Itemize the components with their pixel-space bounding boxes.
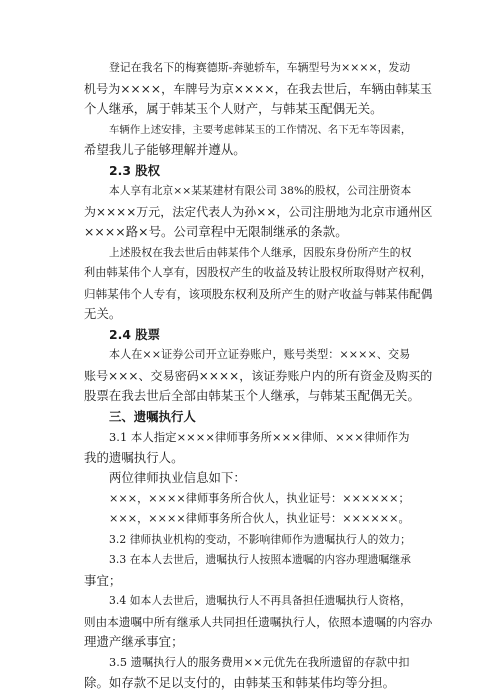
- paragraph-clause-3-2: [84, 530, 434, 551]
- text-line: 利由韩某伟个人享有，因股权产生的收益及转让股权所取得财产权利，: [84, 266, 432, 279]
- text-line: ××××路×号。公司章程中无限制继承的条款。: [84, 224, 348, 239]
- paragraph-lawyer-1: [84, 489, 434, 510]
- paragraph-clause-3-5: [84, 653, 434, 694]
- text-line: 我的遗嘱执行人。: [84, 449, 184, 465]
- paragraph-equity-inheritance: [84, 243, 434, 325]
- paragraph-lawyer-intro: [84, 468, 434, 489]
- text-line: 登记在我名下的梅赛德斯-奔驰轿车，车辆型号为××××，发动: [109, 61, 411, 74]
- text-line: 本人享有北京××某某建材有限公司 38%的股权，公司注册资本: [109, 184, 412, 197]
- paragraph-car-reason: [84, 120, 434, 161]
- paragraph-executor-appoint: [84, 427, 434, 468]
- text-line: 为××××万元，法定代表人为孙××，公司注册地为北京市通州区: [84, 204, 433, 219]
- heading-executor: 三、遗嘱执行人: [109, 408, 196, 424]
- text-line: 则由本遗嘱中所有继承人共同担任遗嘱执行人，依照本遗嘱的内容办: [84, 614, 433, 629]
- text-line: 3.2 律师执业机构的变动，不影响律师作为遗嘱执行人的效力；: [109, 532, 411, 546]
- heading-equity: 2.3 股权: [109, 162, 161, 178]
- document-page: [84, 58, 434, 694]
- text-line: 本人在××证券公司开立证券账户，账号类型：××××、交易: [109, 348, 411, 361]
- text-line: 希望我儿子能够理解并遵从。: [84, 142, 246, 157]
- text-line: 3.1 本人指定××××律师事务所×××律师、×××律师作为: [109, 430, 410, 444]
- paragraph-clause-3-3: [84, 550, 434, 591]
- text-line: ×××，××××律师事务所合伙人，执业证号：××××××；: [109, 491, 410, 505]
- text-line: 两位律师执业信息如下：: [109, 470, 246, 485]
- text-line: ×××，××××律师事务所合伙人，执业证号：××××××。: [109, 512, 410, 525]
- paragraph-lawyer-2: [84, 509, 434, 530]
- text-line: 车辆作上述安排，主要考虑韩某玉的工作情况、名下无车等因素，: [109, 123, 412, 136]
- paragraph-clause-3-4: [84, 591, 434, 653]
- paragraph-equity-info: [84, 181, 434, 243]
- paragraph-stocks: [84, 345, 434, 407]
- text-line: 股票在我去世后全部由韩某玉个人继承，与韩某玉配偶无关。: [84, 388, 420, 403]
- text-line: 上述股权在我去世后由韩某伟个人继承，因股东身份所产生的权: [109, 245, 412, 259]
- paragraph-car-inheritance: [84, 58, 434, 120]
- text-line: 理遗产继承事宜；: [84, 634, 184, 649]
- text-line: 3.3 在本人去世后，遗嘱执行人按照本遗嘱的内容办理遗嘱继承: [109, 553, 411, 566]
- text-line: 个人继承，属于韩某玉个人财产，与韩某玉配偶无关。: [84, 101, 383, 116]
- text-line: 无关。: [84, 306, 122, 321]
- text-line: 账号×××、交易密码××××，该证券账户内的所有资金及购买的: [84, 368, 433, 383]
- text-line: 事宜；: [84, 572, 122, 588]
- text-line: 除。如存款不足以支付的，由韩某玉和韩某伟均等分担。: [84, 675, 396, 690]
- text-line: 归韩某伟个人专有，该项股东权利及所产生的财产收益与韩某伟配偶: [84, 286, 433, 301]
- heading-stocks: 2.4 股票: [109, 326, 161, 342]
- text-line: 机号为××××，车牌号为京××××，在我去世后，车辆由韩某玉: [84, 81, 433, 96]
- text-line: 3.5 遗嘱执行人的服务费用××元优先在我所遗留的存款中扣: [109, 655, 410, 669]
- text-line: 3.4 如本人去世后，遗嘱执行人不再具备担任遗嘱执行人资格，: [109, 594, 411, 607]
